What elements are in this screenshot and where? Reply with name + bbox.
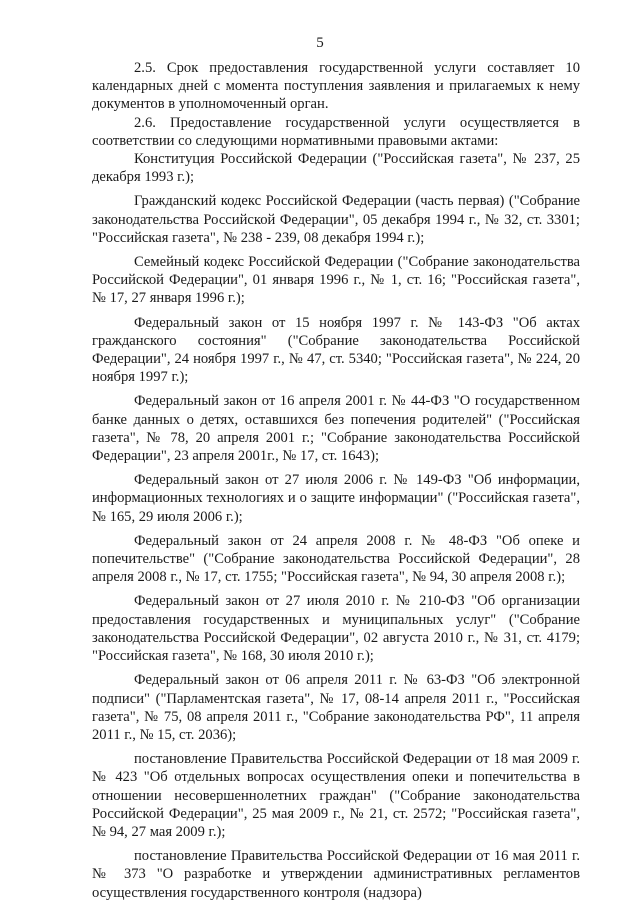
page-number: 5 (316, 35, 324, 51)
paragraph-law-149: Федеральный закон от 27 июля 2006 г. № 149-ФЗ "Об информации, информационных технологиях и о защите информации" ("Российская газета", № 165, 29 июля 2006 г.); (92, 472, 580, 525)
paragraph-civil-code: Гражданский кодекс Российской Федерации (часть первая) ("Собрание законодательства Российской Федерации", 05 декабря 1994 г., № 32, ст. 3301; "Российская газета", № 238 - 239, 08 декабря 1994 г.); (92, 193, 580, 246)
paragraph-law-210: Федеральный закон от 27 июля 2010 г. № 210-ФЗ "Об организации предоставления государственных и муниципальных услуг" ("Собрание законодательства Российской Федерации", 02 августа 2010 г., № 31, ст. 4179; "Российская газета", № 168, 30 июля 2010 г.); (92, 593, 580, 665)
paragraph-2-5: 2.5. Срок предоставления государственной услуги составляет 10 календарных дней с момента поступления заявления и прилагаемых к нему документов в уполномоченный орган. (92, 60, 580, 113)
paragraph-decree-423: постановление Правительства Российской Федерации от 18 мая 2009 г. № 423 "Об отдельных вопросах осуществления опеки и попечительства в отношении несовершеннолетних граждан" ("Собрание законодательства Российской Федерации", 25 мая 2009 г., № 21, ст. 2572; "Российская газета", № 94, 27 мая 2009 г.); (92, 751, 580, 840)
paragraph-law-63: Федеральный закон от 06 апреля 2011 г. № 63-ФЗ "Об электронной подписи" ("Парламентская газета", № 17, 08-14 апреля 2011 г., "Российская газета", № 75, 08 апреля 2011 г., "Собрание законодательства РФ", 11 апреля 2011 г., № 15, ст. 2036); (92, 672, 580, 743)
paragraph-2-6: 2.6. Предоставление государственной услуги осуществляется в соответствии со следующими нормативными правовыми актами: (92, 114, 580, 149)
paragraph-decree-373: постановление Правительства Российской Федерации от 16 мая 2011 г. № 373 "О разработке и утверждении административных регламентов осуществления государственного контроля (надзора) (92, 848, 580, 901)
paragraph-law-143: Федеральный закон от 15 ноября 1997 г. № 143-ФЗ "Об актах гражданского состояния" ("Собрание законодательства Российской Федерации", 24 ноября 1997 г., № 47, ст. 5340; "Российская газета", № 224, 20 ноября 1997 г.); (92, 314, 580, 386)
document-body (92, 59, 580, 902)
paragraph-law-44: Федеральный закон от 16 апреля 2001 г. № 44-ФЗ "О государственном банке данных о детях, оставшихся без попечения родителей" ("Российская газета", № 78, 20 апреля 2001 г.; "Собрание законодательства Российской Федерации", 23 апреля 2001г., № 17, ст. 1643); (92, 393, 580, 465)
paragraph-family-code: Семейный кодекс Российской Федерации ("Собрание законодательства Российской Федерации", 01 января 1996 г., № 1, ст. 16; "Российская газета", № 17, 27 января 1996 г.); (92, 254, 580, 307)
paragraph-constitution: Конституция Российской Федерации ("Российская газета", № 237, 25 декабря 1993 г.); (92, 151, 580, 186)
paragraph-law-48: Федеральный закон от 24 апреля 2008 г. № 48-ФЗ "Об опеке и попечительстве" ("Собрание законодательства Российской Федерации", 28 апреля 2008 г., № 17, ст. 1755; "Российская газета", № 94, 30 апреля 2008 г.); (92, 532, 580, 586)
